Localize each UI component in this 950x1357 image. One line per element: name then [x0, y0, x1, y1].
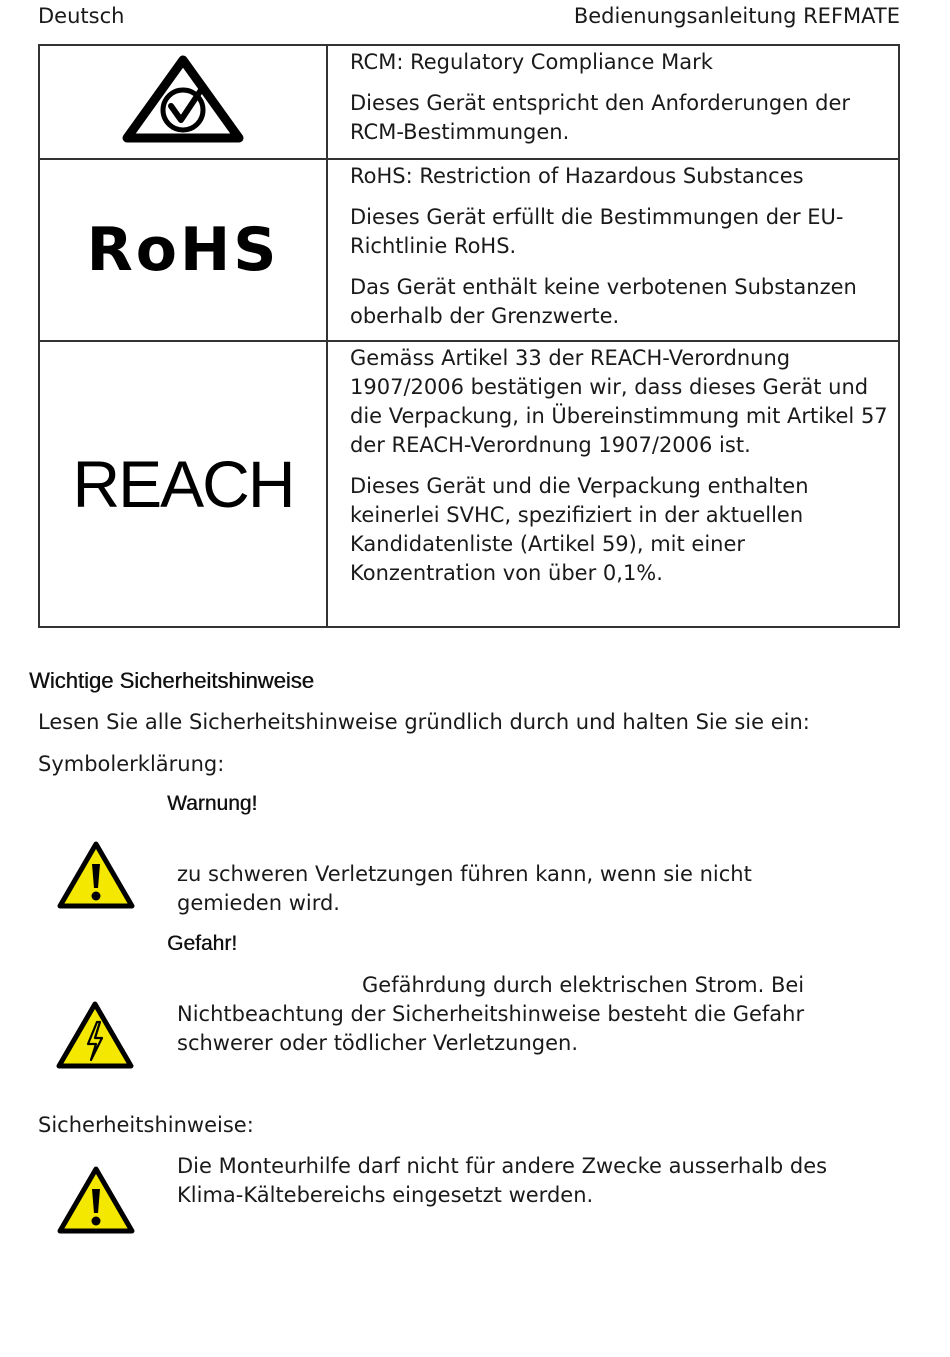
- rohs-description-1: Dieses Gerät erfüllt die Bestimmungen der EU-Richtlinie RoHS.: [350, 205, 844, 258]
- safety-notes-label: Sicherheitshinweise:: [38, 1113, 254, 1137]
- rcm-mark-icon: [121, 54, 245, 146]
- warning-text-line-2: gemieden wird.: [177, 891, 340, 915]
- header-language: Deutsch: [38, 4, 125, 28]
- rohs-logo: RoHS: [86, 215, 280, 285]
- reach-logo-cell: [39, 341, 327, 627]
- safety-note-1-line-1: Die Monteurhilfe darf nicht für andere Zwecke ausserhalb des: [177, 1154, 828, 1178]
- rohs-description-2: Das Gerät enthält keine verbotenen Substanzen oberhalb der Grenzwerte.: [350, 275, 857, 328]
- danger-text-line-1: Gefährdung durch elektrischen Strom. Bei: [362, 973, 805, 997]
- rohs-logo-cell: [39, 159, 327, 341]
- warning-text-line-1: zu schweren Verletzungen führen kann, wenn sie nicht: [177, 862, 752, 886]
- safety-note-1-line-2: Klima-Kältebereichs eingesetzt werden.: [177, 1183, 594, 1207]
- electric-hazard-icon: [55, 1000, 135, 1070]
- rcm-logo-cell: [39, 45, 327, 159]
- rcm-description: Dieses Gerät entspricht den Anforderungen der RCM-Bestimmungen.: [350, 91, 851, 144]
- danger-label: Gefahr!: [167, 932, 238, 955]
- rcm-text-cell: [327, 45, 899, 159]
- reach-description-1: Gemäss Artikel 33 der REACH-Verordnung 1907/2006 bestätigen wir, dass dieses Gerät und die Verpackung, in Übereinstimmung mit Artikel 57 der REACH-Verordnung 1907/2006 ist.: [350, 346, 888, 457]
- rcm-row: [39, 45, 899, 159]
- rohs-title: RoHS: Restriction of Hazardous Substances: [350, 164, 804, 188]
- reach-logo: REACH: [72, 447, 294, 521]
- danger-text-line-2: Nichtbeachtung der Sicherheitshinweise besteht die Gefahr: [177, 1002, 805, 1026]
- warning-label: Warnung!: [167, 792, 258, 815]
- rohs-row: [39, 159, 899, 341]
- reach-text-cell: [327, 341, 899, 627]
- header-manual-title: Bedienungsanleitung REFMATE: [573, 4, 900, 28]
- danger-text-line-3: schwerer oder tödlicher Verletzungen.: [177, 1031, 579, 1055]
- rohs-text-cell: [327, 159, 899, 341]
- safety-intro: Lesen Sie alle Sicherheitshinweise gründlich durch und halten Sie sie ein:: [38, 710, 810, 734]
- safety-section-title: Wichtige Sicherheitshinweise: [29, 668, 314, 693]
- warning-triangle-icon: [56, 840, 136, 910]
- symbols-label: Symbolerklärung:: [38, 752, 225, 776]
- reach-description-2: Dieses Gerät und die Verpackung enthalten keinerlei SVHC, spezifiziert in der aktuellen Kandidatenliste (Artikel 59), mit einer Konzentration von über 0,1%.: [350, 474, 809, 585]
- reach-row: [39, 341, 899, 627]
- warning-triangle-icon: [56, 1165, 136, 1235]
- rcm-title: RCM: Regulatory Compliance Mark: [350, 50, 713, 74]
- compliance-marks-table: [38, 44, 900, 628]
